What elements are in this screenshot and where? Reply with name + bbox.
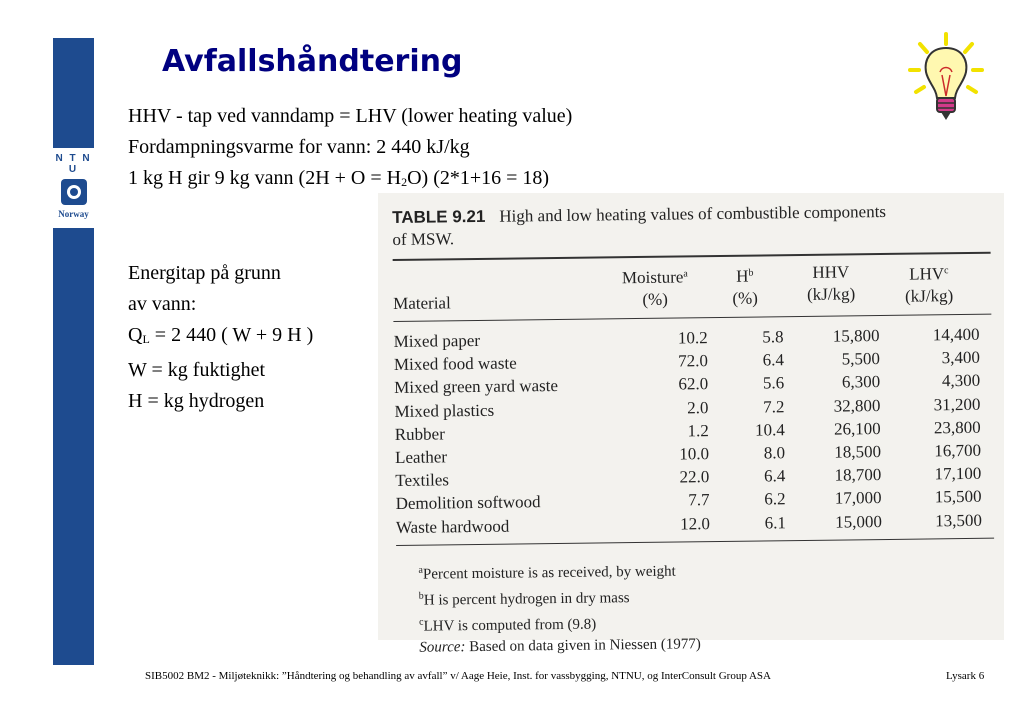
table-cell-hhv: 32,800 <box>833 395 881 416</box>
ntnu-logo <box>53 148 94 228</box>
intro-text <box>128 101 572 198</box>
table-cell-material: Mixed green yard waste <box>394 376 559 398</box>
table-cell-lhv: 23,800 <box>933 417 981 438</box>
table-cell-lhv: 16,700 <box>934 440 982 461</box>
table-source: Source: Based on data given in Niessen (1977) <box>419 636 701 656</box>
table-notes <box>396 552 995 658</box>
slide-footer: SIB5002 BM2 - Miljøteknikk: ”Håndtering og behandling av avfall” v/ Aage Heie, Inst. for vassbygging, NTNU, og InterConsult Group ASA <box>145 670 771 682</box>
table-caption: TABLE 9.21 High and low heating values of combustible components of MSW. <box>392 201 887 249</box>
ql-formula: $Q_L = 2$ 440 ( W + 9 H ) <box>128 324 314 346</box>
table-note: $^b$H is percent hydrogen in dry mass <box>418 589 630 609</box>
evaporation-heat-line: Fordampningsvarme for vann: 2 440 kJ/kg <box>128 136 470 158</box>
table-cell-lhv: 14,400 <box>932 324 980 345</box>
energy-loss-line-2: av vann: <box>128 293 197 315</box>
table-cell-h: 6.4 <box>763 466 786 486</box>
table-cell-h: 5.6 <box>762 373 785 393</box>
ntnu-logo-text: N T N U <box>55 153 92 175</box>
table-cell-material: Rubber <box>394 424 445 444</box>
table-cell-material: Mixed paper <box>393 330 481 351</box>
table-cell-material: Waste hardwood <box>395 516 510 537</box>
h-definition: H = kg hydrogen <box>128 390 265 412</box>
table-cell-material: Textiles <box>395 470 450 491</box>
w-definition: W = kg fuktighet <box>128 359 266 381</box>
table-cell-lhv: 13,500 <box>935 510 982 531</box>
slide-title: Avfallshåndtering <box>162 44 463 79</box>
table-header: Material Moisture$^a$ (%) $H^b$ (%) HHV (kJ/kg) LHV$^c$ (kJ/kg) <box>393 262 954 313</box>
table-cell-lhv: 31,200 <box>933 394 981 415</box>
table-cell-moisture: 7.7 <box>688 490 710 510</box>
table-cell-moisture: 10.0 <box>679 444 710 464</box>
table-cell-material: Demolition softwood <box>395 492 541 514</box>
table-cell-h: 6.1 <box>764 512 786 533</box>
table-cell-h: 7.2 <box>763 396 785 417</box>
table-cell-hhv: 15,000 <box>835 511 882 532</box>
table-cell-moisture: 1.2 <box>687 420 709 441</box>
table-cell-hhv: 18,700 <box>834 465 882 485</box>
table-cell-h: 5.8 <box>762 327 784 347</box>
page-number: Lysark 6 <box>946 670 985 682</box>
table-note: $^c$LHV is computed from (9.8) <box>419 616 597 635</box>
table-cell-hhv: 18,500 <box>834 442 882 462</box>
table-cell-h: 6.2 <box>764 489 786 509</box>
heating-values-table-image <box>378 193 1004 656</box>
hhv-lhv-line: HHV - tap ved vanndamp = LHV (lower heating value) <box>128 105 573 127</box>
table-cell-material: Leather <box>394 447 448 467</box>
table-cell-hhv: 26,100 <box>833 418 881 439</box>
table-cell-hhv: 5,500 <box>841 349 881 369</box>
table-cell-moisture: 12.0 <box>680 513 711 534</box>
table-cell-material: Mixed plastics <box>394 400 495 421</box>
lightbulb-icon <box>906 30 986 130</box>
table-cell-moisture: 22.0 <box>679 467 710 487</box>
table-cell-lhv: 3,400 <box>941 348 980 368</box>
table-cell-moisture: 10.2 <box>677 328 708 348</box>
table-cell-hhv: 15,800 <box>832 326 880 346</box>
ntnu-sidebar-bar <box>53 38 94 665</box>
table-cell-lhv: 4,300 <box>941 371 981 391</box>
table-cell-material: Mixed food waste <box>393 353 517 375</box>
table-cell-moisture: 62.0 <box>678 374 709 394</box>
table-cell-moisture: 72.0 <box>678 351 709 371</box>
table-cell-h: 8.0 <box>763 443 786 463</box>
table-note: $^a$Percent moisture is as received, by weight <box>418 563 676 583</box>
table-cell-moisture: 2.0 <box>687 397 709 418</box>
energy-loss-text <box>128 258 313 417</box>
table-cell-h: 6.4 <box>762 350 785 370</box>
ntnu-norway-text: Norway <box>58 209 89 219</box>
table-cell-h: 10.4 <box>754 420 785 440</box>
table-cell-lhv: 17,100 <box>934 464 982 484</box>
energy-loss-line-1: Energitap på grunn <box>128 262 281 284</box>
table-cell-hhv: 6,300 <box>841 372 881 392</box>
ntnu-emblem-icon <box>61 179 87 205</box>
table-cell-lhv: 15,500 <box>934 487 982 507</box>
table-cell-hhv: 17,000 <box>834 488 882 509</box>
water-formation-line: 1 kg H gir 9 kg vann $(2H + O = H_2O)$ (2*1+16 = 18) <box>128 167 550 189</box>
